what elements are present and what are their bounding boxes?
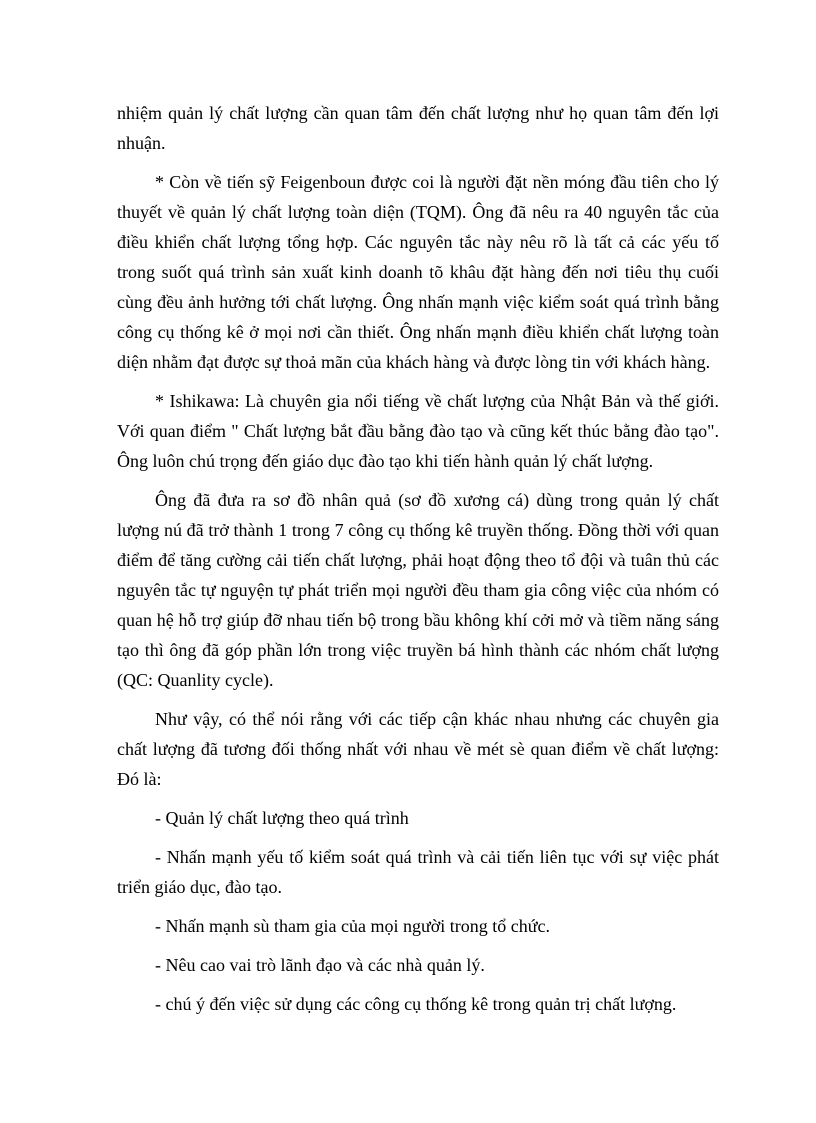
document-body — [117, 98, 719, 1028]
paragraph-continuation: nhiệm quản lý chất lượng cần quan tâm đến chất lượng như họ quan tâm đến lợi nhuận. — [117, 103, 719, 153]
paragraph-ishikawa: * Ishikawa: Là chuyên gia nổi tiếng về chất lượng của Nhật Bản và thế giới. Với quan điểm " Chất lượng bắt đầu bằng đào tạo và cũng kết thúc bằng đào tạo". Ông luôn chú trọng đến giáo dục đào tạo khi tiến hành quản lý chất lượng. — [117, 391, 719, 471]
bullet-item: - Quản lý chất lượng theo quá trình — [155, 808, 409, 828]
bullet-item: - chú ý đến việc sử dụng các công cụ thống kê trong quản trị chất lượng. — [155, 994, 677, 1014]
bullet-item: - Nêu cao vai trò lãnh đạo và các nhà quản lý. — [155, 955, 485, 975]
bullet-item: - Nhấn mạnh sù tham gia của mọi người trong tổ chức. — [155, 916, 550, 936]
paragraph-feigenbaum: * Còn về tiến sỹ Feigenboun được coi là người đặt nền móng đầu tiên cho lý thuyết về quản lý chất lượng toàn diện (TQM). Ông đã nêu ra 40 nguyên tắc của điều khiển chất lượng tổng hợp. Các nguyên tắc này nêu rõ là tất cả các yếu tố trong suốt quá trình sản xuất kinh doanh tõ khâu đặt hàng đến nơi tiêu thụ cuối cùng đều ảnh hưởng tới chất lượng. Ông nhấn mạnh việc kiểm soát quá trình bằng công cụ thống kê ở mọi nơi cần thiết. Ông nhấn mạnh điều khiển chất lượng toàn diện nhằm đạt được sự thoả mãn của khách hàng và được lòng tin với khách hàng. — [117, 172, 719, 372]
paragraph-cause-effect-diagram: Ông đã đưa ra sơ đồ nhân quả (sơ đồ xương cá) dùng trong quản lý chất lượng nú đã trở thành 1 trong 7 công cụ thống kê truyền thống. Đồng thời với quan điểm để tăng cường cải tiến chất lượng, phải hoạt động theo tổ đội và tuân thủ các nguyên tắc tự nguyện tự phát triển mọi người đều tham gia công việc của nhóm có quan hệ hỗ trợ giúp đỡ nhau tiến bộ trong bầu không khí cởi mở và tiềm năng sáng tạo thì ông đã góp phần lớn trong việc truyền bá hình thành các nhóm chất lượng (QC: Quanlity cycle). — [117, 490, 719, 690]
paragraph-summary: Như vậy, có thể nói rằng với các tiếp cận khác nhau nhưng các chuyên gia chất lượng đã tương đối thống nhất với nhau về mét sè quan điểm về chất lượng: Đó là: — [117, 709, 719, 789]
bullet-item: - Nhấn mạnh yếu tố kiểm soát quá trình và cải tiến liên tục với sự việc phát triển giáo dục, đào tạo. — [117, 847, 719, 897]
